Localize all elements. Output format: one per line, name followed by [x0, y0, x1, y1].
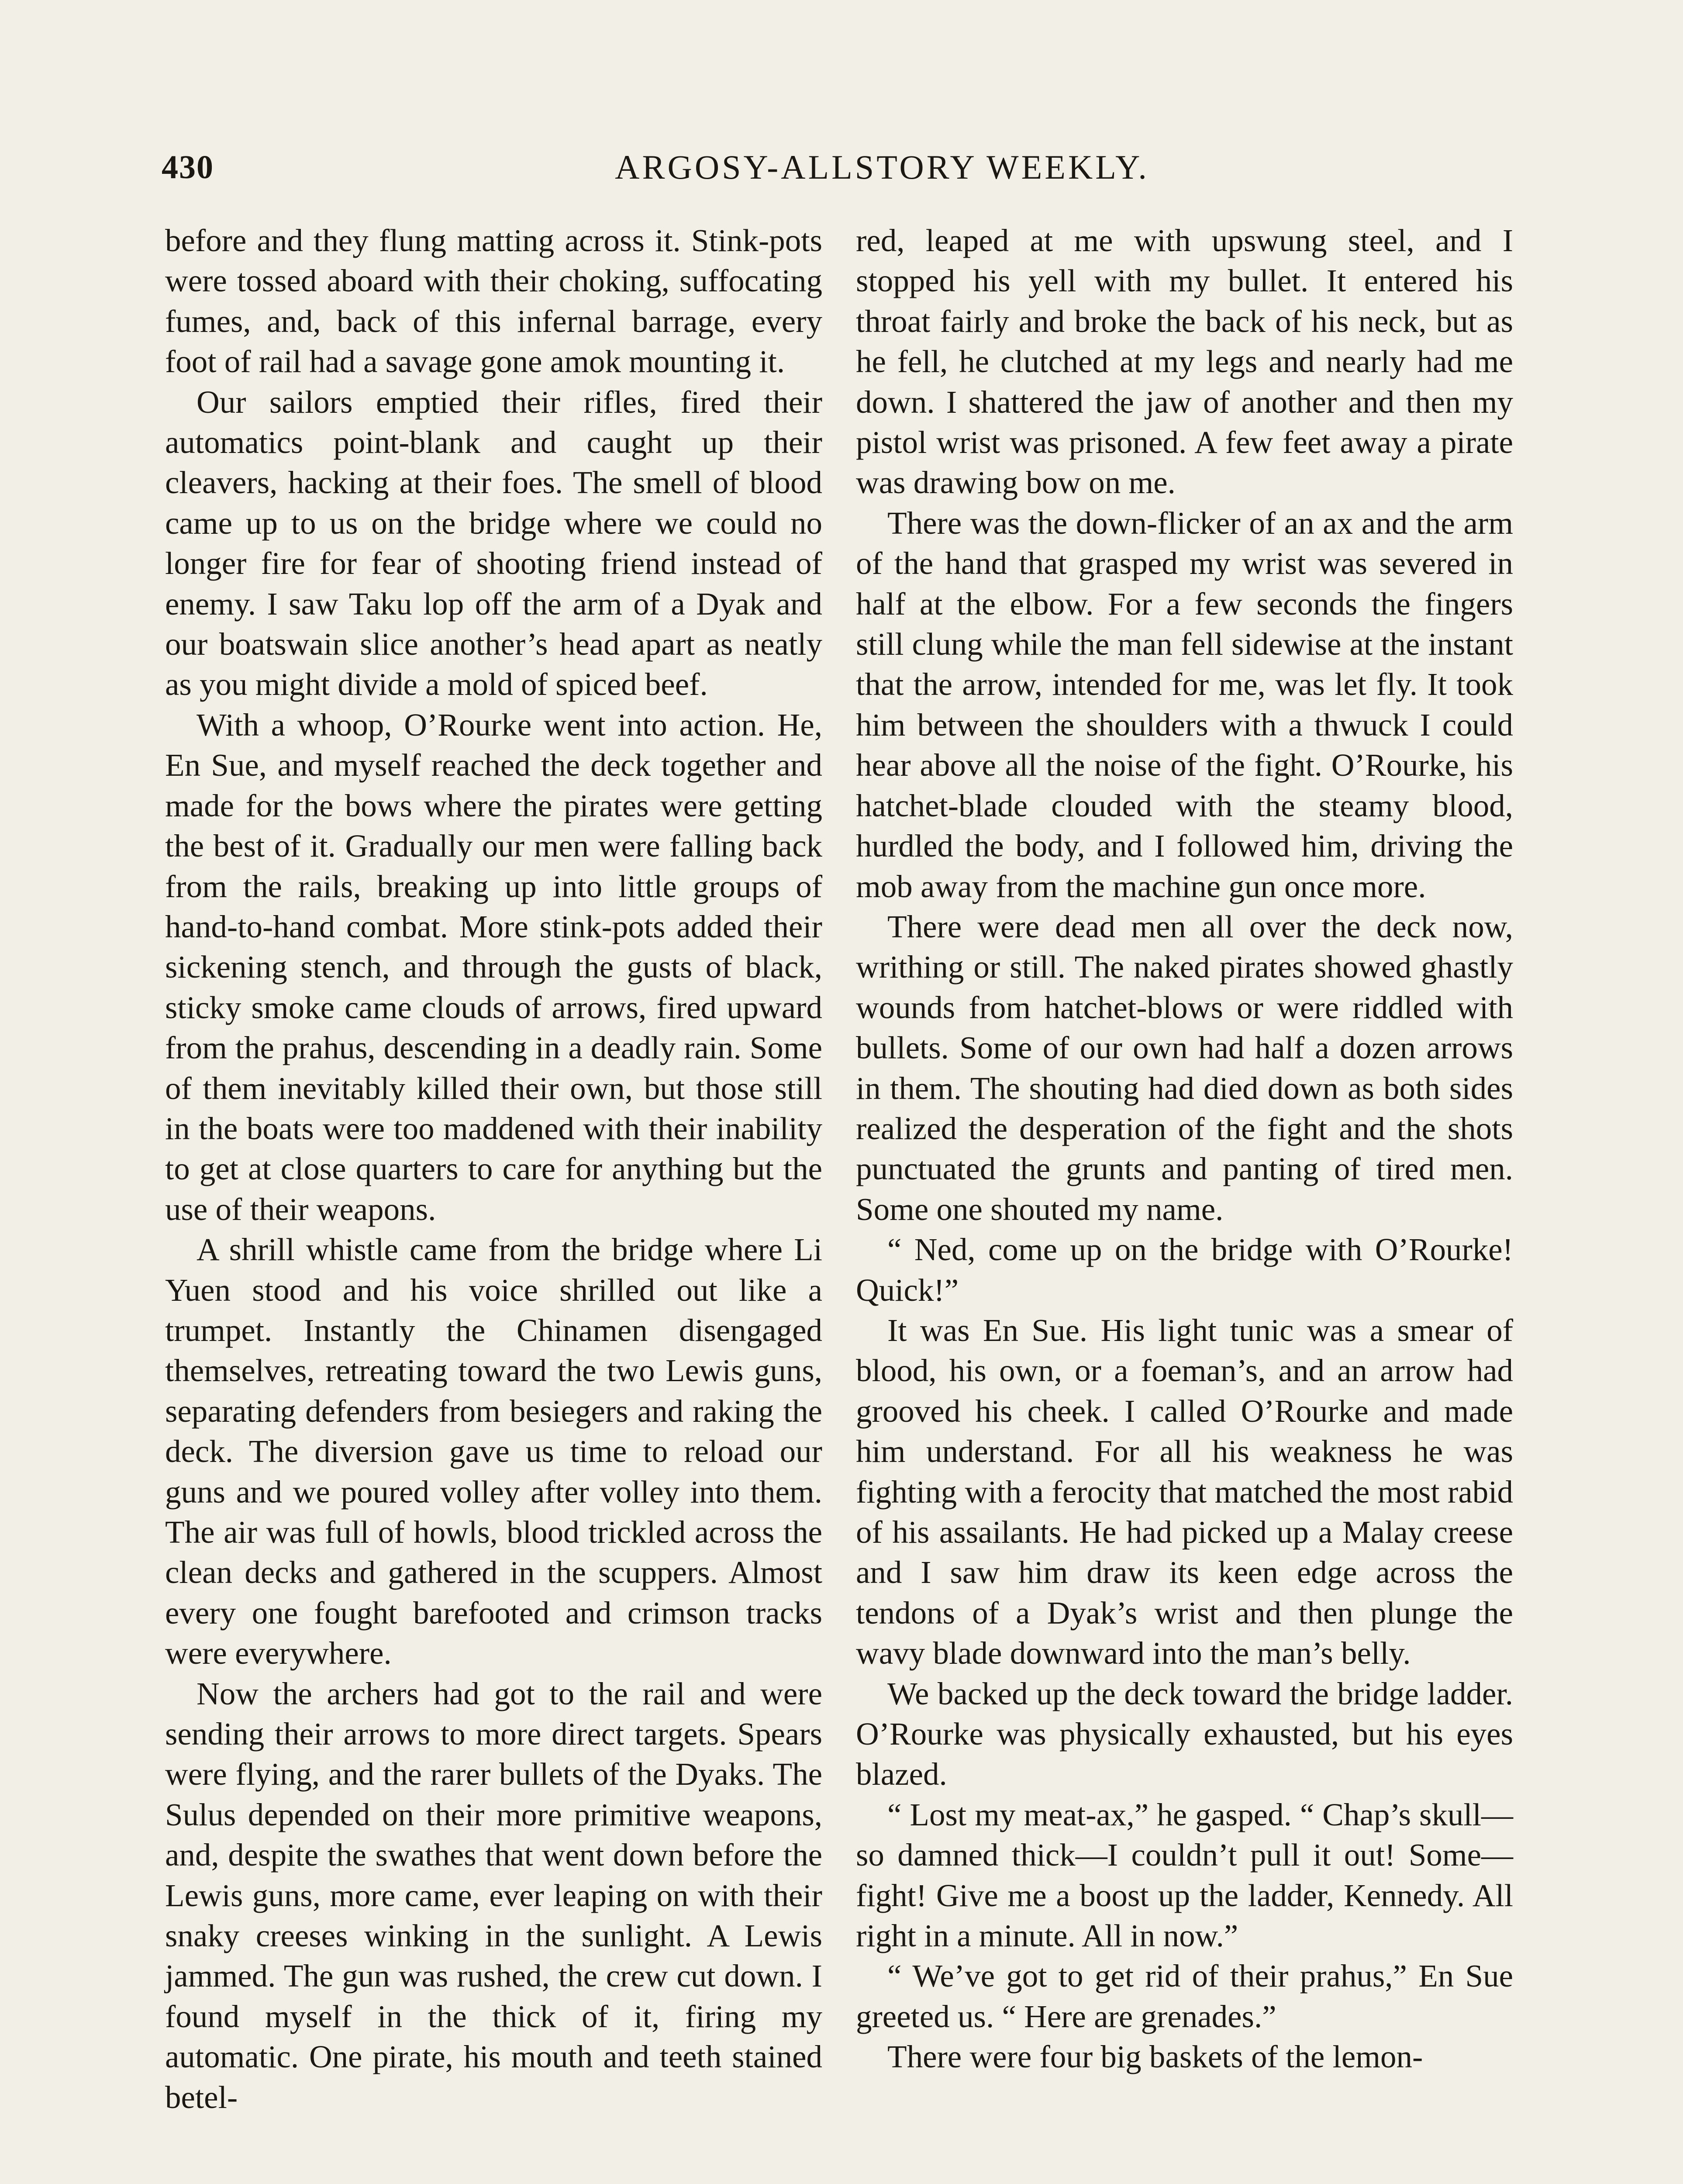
- paragraph: “ Lost my meat-ax,” he gasped. “ Chap’s skull—so damned thick—I couldn’t pull it out! Some—fight! Give me a boost up the ladder, Kennedy. All right in a minute. All in now.”: [856, 1797, 1513, 1954]
- page-header: [162, 143, 1528, 191]
- paragraph: Now the archers had got to the rail and were sending their arrows to more direct targets. Spears were flying, and the rarer bullets of the Dyaks. The Sulus depended on their more primitive weapons, and, despite the swathes that went down before the Lewis guns, more came, ever leaping on with their snaky creeses winking in the sunlight. A Lewis jammed. The gun was rushed, the crew cut down. I found myself in the thick of it, firing my automatic. One pirate, his mouth and teeth stained betel-: [165, 1676, 822, 2115]
- paragraph: before and they flung matting across it. Stink-pots were tossed aboard with their choking, suffocating fumes, and, back of this infernal barrage, every foot of rail had a savage gone amok mounting it.: [165, 223, 822, 380]
- paragraph: Our sailors emptied their rifles, fired their automatics point-blank and caught up their cleavers, hacking at their foes. The smell of blood came up to us on the bridge where we could no longer fire for fear of shooting friend instead of enemy. I saw Taku lop off the arm of a Dyak and our boatswain slice another’s head apart as neatly as you might divide a mold of spiced beef.: [165, 384, 822, 702]
- paragraph: There was the down-flicker of an ax and the arm of the hand that grasped my wrist was severed in half at the elbow. For a few seconds the fingers still clung while the man fell sidewise at the instant that the arrow, intended for me, was let fly. It took him between the shoulders with a thwuck I could hear above all the noise of the fight. O’Rourke, his hatchet-blade clouded with the steamy blood, hurdled the body, and I followed him, driving the mob away from the machine gun once more.: [856, 505, 1513, 904]
- running-title: ARGOSY-ALLSTORY WEEKLY.: [615, 148, 1149, 186]
- paragraph: “ We’ve got to get rid of their prahus,” En Sue greeted us. “ Here are grenades.”: [856, 1958, 1513, 2034]
- paragraph: It was En Sue. His light tunic was a smear of blood, his own, or a foeman’s, and an arrow had grooved his cheek. I called O’Rourke and made him understand. For all his weakness he was fighting with a ferocity that matched the most rabid of his assailants. He had picked up a Malay creese and I saw him draw its keen edge across the tendons of a Dyak’s wrist and then plunge the wavy blade downward into the man’s belly.: [856, 1312, 1513, 1671]
- paragraph: A shrill whistle came from the bridge where Li Yuen stood and his voice shrilled out like a trumpet. Instantly the Chinamen disengaged themselves, retreating toward the two Lewis guns, separating defenders from besiegers and raking the deck. The diversion gave us time to reload our guns and we poured volley after volley into them. The air was full of howls, blood trickled across the clean decks and gathered in the scuppers. Almost every one fought barefooted and crimson tracks were everywhere.: [165, 1232, 822, 1671]
- right-column: [856, 221, 1513, 2077]
- paragraph: red, leaped at me with upswung steel, and I stopped his yell with my bullet. It entered his throat fairly and broke the back of his neck, but as he fell, he clutched at my legs and nearly had me down. I shattered the jaw of another and then my pistol wrist was prisoned. A few feet away a pirate was drawing bow on me.: [856, 223, 1513, 501]
- left-column: [165, 221, 822, 2118]
- paragraph: We backed up the deck toward the bridge ladder. O’Rourke was physically exhausted, but his eyes blazed.: [856, 1676, 1513, 1792]
- paragraph: There were dead men all over the deck now, writhing or still. The naked pirates showed ghastly wounds from hatchet-blows or were riddled with bullets. Some of our own had half a dozen arrows in them. The shouting had died down as both sides realized the desperation of the fight and the shots punctuated the grunts and panting of tired men. Some one shouted my name.: [856, 909, 1513, 1227]
- paragraph: There were four big baskets of the lemon-: [887, 2039, 1423, 2075]
- paragraph: With a whoop, O’Rourke went into action. He, En Sue, and myself reached the deck together and made for the bows where the pirates were getting the best of it. Gradually our men were falling back from the rails, breaking up into little groups of hand-to-hand combat. More stink-pots added their sickening stench, and through the gusts of black, sticky smoke came clouds of arrows, fired upward from the prahus, descending in a deadly rain. Some of them inevitably killed their own, but those still in the boats were too maddened with their inability to get at close quarters to care for anything but the use of their weapons.: [165, 707, 822, 1227]
- paragraph: “ Ned, come up on the bridge with O’Rourke! Quick!”: [856, 1232, 1513, 1308]
- page-number: 430: [162, 149, 214, 186]
